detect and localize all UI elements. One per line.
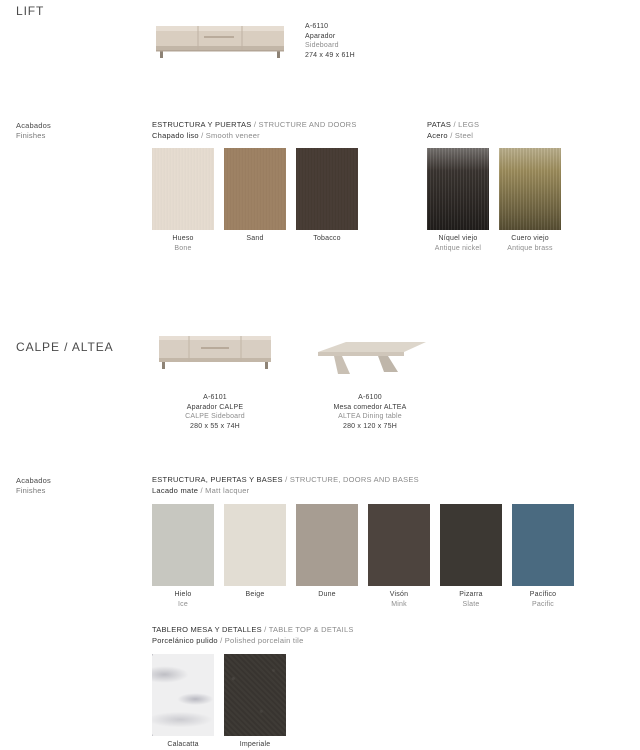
- group-sub-en: / Matt lacquer: [200, 485, 250, 495]
- swatch-chip: [427, 148, 489, 230]
- swatch-chip: [296, 504, 358, 586]
- swatch-name-es: Pacífico: [529, 591, 557, 598]
- group-sub-es: Chapado liso: [152, 130, 199, 140]
- swatch-hueso[interactable]: [152, 148, 214, 252]
- swatch-pacifico[interactable]: [512, 504, 574, 608]
- swatch-name-es: Cuero viejo: [511, 235, 549, 242]
- swatch-chip: [152, 504, 214, 586]
- finishes-label-lift: [16, 121, 51, 141]
- group-sub-es: Porcelánico pulido: [152, 635, 218, 645]
- product-name-en: Sideboard: [305, 42, 339, 49]
- group-sub-en: / Smooth veneer: [201, 130, 260, 140]
- swatch-name-es: Níquel viejo: [438, 235, 478, 242]
- product-code: A-6100: [358, 394, 382, 401]
- swatch-caption: [296, 590, 358, 600]
- swatch-name-en: Pacific: [531, 600, 555, 608]
- swatch-dune[interactable]: [296, 504, 358, 598]
- swatch-sand[interactable]: [224, 148, 286, 242]
- swatch-name-en: Antique brass: [507, 244, 553, 252]
- group-head-en: / STRUCTURE, DOORS AND BASES: [285, 475, 419, 484]
- group-head-structure-doors: [152, 120, 357, 141]
- swatch-chip: [512, 504, 574, 586]
- product-image-a6110: [152, 18, 288, 62]
- product-code: A-6101: [203, 394, 227, 401]
- group-sub-es: Lacado mate: [152, 485, 199, 495]
- product-name-es: Aparador: [305, 32, 336, 40]
- swatch-chip: [296, 148, 358, 230]
- swatch-chip: [440, 504, 502, 586]
- swatch-name-en: Ice: [178, 600, 188, 608]
- group-head-structure-doors-bases: [152, 475, 419, 496]
- finishes-label-es: Acabados: [16, 476, 51, 485]
- group-head-en: / LEGS: [453, 120, 480, 129]
- section-title-lift: LIFT: [16, 4, 45, 18]
- product-dims: 280 x 55 x 74H: [190, 422, 240, 430]
- group-head-es: ESTRUCTURA, PUERTAS Y BASES: [152, 475, 283, 484]
- swatch-caption: [296, 234, 358, 244]
- swatch-caption: [224, 234, 286, 244]
- swatch-chip: [224, 148, 286, 230]
- swatch-caption: [152, 740, 214, 750]
- swatch-chip: [499, 148, 561, 230]
- product-code: A-6110: [305, 23, 329, 30]
- swatch-beige[interactable]: [224, 504, 286, 598]
- swatch-name-es: Visón: [389, 591, 409, 598]
- product-caption-a6100: [302, 393, 438, 431]
- swatch-chip: [224, 504, 286, 586]
- swatch-name-es: Hueso: [172, 235, 194, 242]
- group-sub-en: / Polished porcelain tile: [220, 635, 304, 645]
- swatch-niquel-viejo[interactable]: [427, 148, 489, 252]
- swatch-name-es: Tobacco: [313, 235, 341, 242]
- product-name-en: ALTEA Dining table: [338, 413, 402, 420]
- product-image-a6101: [155, 330, 275, 374]
- swatch-caption: [512, 590, 574, 609]
- swatch-name-es: Calacatta: [167, 741, 199, 748]
- group-head-es: PATAS: [427, 120, 452, 129]
- group-sub-es: Acero: [427, 130, 448, 140]
- product-dims: 280 x 120 x 75H: [343, 422, 397, 430]
- swatch-caption: [224, 590, 286, 600]
- product-image-a6100: [312, 330, 432, 378]
- group-head-es: ESTRUCTURA Y PUERTAS: [152, 120, 252, 129]
- swatch-name-es: Imperiale: [239, 741, 271, 748]
- swatch-pizarra[interactable]: [440, 504, 502, 608]
- swatch-name-en: Slate: [462, 600, 480, 608]
- group-head-table-top-details: [152, 625, 354, 646]
- swatch-caption: [427, 234, 489, 253]
- group-head-en: / STRUCTURE AND DOORS: [253, 120, 357, 129]
- swatch-vison[interactable]: [368, 504, 430, 608]
- swatch-caption: [224, 740, 286, 750]
- product-dims: 274 x 49 x 61H: [305, 51, 355, 59]
- group-head-es: TABLERO MESA Y DETALLES: [152, 625, 262, 634]
- swatch-chip: [152, 148, 214, 230]
- swatch-name-en: Antique nickel: [434, 244, 482, 252]
- group-sub-en: / Steel: [450, 130, 474, 140]
- swatch-name-en: Mink: [391, 600, 407, 608]
- swatch-caption: [440, 590, 502, 609]
- swatch-tobacco[interactable]: [296, 148, 358, 242]
- swatch-cuero-viejo[interactable]: [499, 148, 561, 252]
- swatch-chip: [152, 654, 214, 736]
- product-name-es: Aparador CALPE: [186, 403, 244, 411]
- swatch-name-en: Bone: [174, 244, 192, 252]
- swatch-calacatta[interactable]: [152, 654, 214, 748]
- product-caption-a6101: [155, 393, 275, 431]
- finishes-label-en: Finishes: [16, 131, 46, 140]
- swatch-name-es: Hielo: [174, 591, 192, 598]
- swatch-name-es: Beige: [245, 591, 265, 598]
- product-caption-a6110: [305, 22, 355, 60]
- swatch-name-es: Sand: [246, 235, 264, 242]
- section-title-calpe-altea: CALPE / ALTEA: [16, 340, 114, 354]
- group-head-en: / TABLE TOP & DETAILS: [264, 625, 354, 634]
- product-name-es: Mesa comedor ALTEA: [333, 403, 407, 411]
- product-name-en: CALPE Sideboard: [185, 413, 245, 420]
- swatch-caption: [368, 590, 430, 609]
- swatch-caption: [152, 590, 214, 609]
- finishes-label-en: Finishes: [16, 486, 46, 495]
- swatch-chip: [368, 504, 430, 586]
- swatch-caption: [152, 234, 214, 253]
- swatch-hielo[interactable]: [152, 504, 214, 608]
- finishes-label-calpe-altea: [16, 476, 51, 496]
- swatch-imperiale[interactable]: [224, 654, 286, 748]
- group-head-legs: [427, 120, 479, 141]
- finishes-label-es: Acabados: [16, 121, 51, 130]
- swatch-name-es: Dune: [318, 591, 336, 598]
- swatch-name-es: Pizarra: [459, 591, 483, 598]
- swatch-caption: [499, 234, 561, 253]
- swatch-chip: [224, 654, 286, 736]
